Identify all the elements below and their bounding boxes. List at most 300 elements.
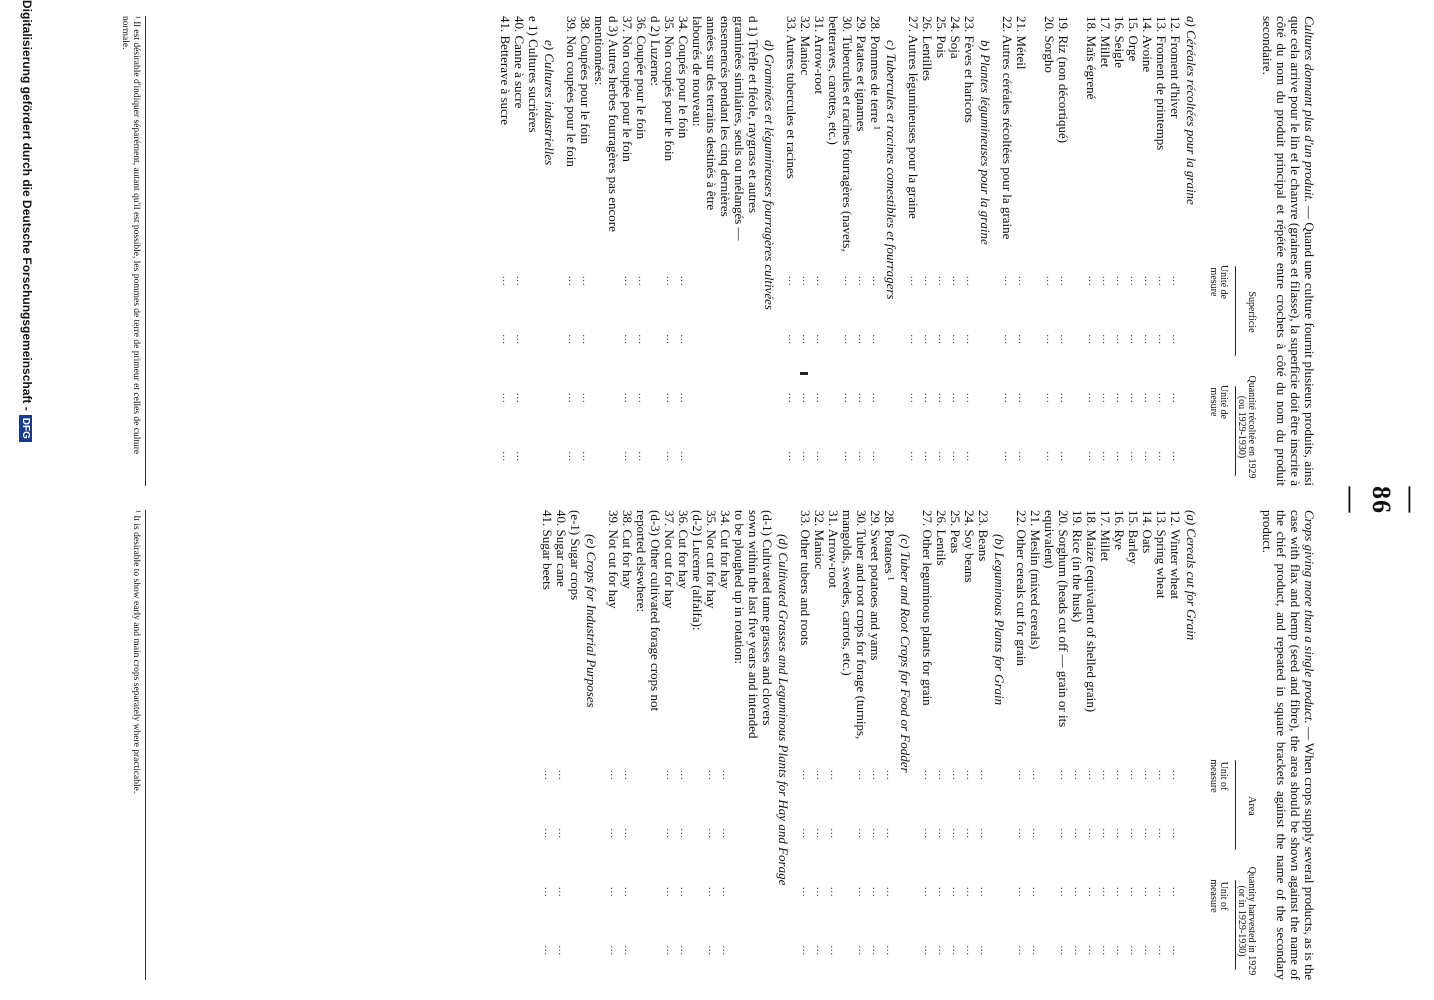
entry-placeholders: [676, 746, 690, 980]
dotted-entry: ...: [1128, 451, 1139, 462]
dotted-entry: ...: [622, 945, 633, 956]
entry-placeholders: [1014, 252, 1028, 486]
dotted-entry: ...: [936, 451, 947, 462]
dotted-entry: ...: [856, 276, 867, 287]
row-label: 20. Sorgho: [1042, 16, 1057, 73]
section-title: (e) Crops for Industrial Purposes: [584, 534, 599, 708]
dotted-entry: ...: [800, 770, 811, 781]
dotted-entry: ...: [1002, 276, 1013, 287]
row-label: 41. Betterave à sucre: [498, 16, 513, 126]
table-row: [812, 510, 826, 980]
dotted-entry: ...: [1016, 828, 1027, 839]
table-row: [784, 16, 798, 486]
brace: [1233, 386, 1236, 476]
dotted-entry: ...: [706, 828, 717, 839]
french-area-header: Superficie: [1246, 291, 1257, 333]
row-label: 27. Other leguminous plants for grain: [920, 510, 935, 706]
dotted-entry: ...: [580, 276, 591, 287]
dotted-entry: ...: [678, 887, 689, 898]
dotted-entry: ...: [842, 334, 853, 345]
dotted-entry: ...: [870, 887, 881, 898]
dotted-entry: ...: [1016, 945, 1027, 956]
dotted-entry: ...: [1128, 887, 1139, 898]
table-row: [1056, 16, 1070, 486]
dotted-entry: ...: [1030, 887, 1041, 898]
brace: [1233, 760, 1236, 850]
dotted-entry: ...: [664, 334, 675, 345]
dotted-entry: ...: [856, 887, 867, 898]
table-row: [690, 16, 760, 486]
dotted-entry: ...: [622, 393, 633, 404]
row-label: 23. Fèves et haricots: [962, 16, 977, 123]
entry-placeholders: [1070, 746, 1084, 980]
dotted-entry: ...: [1128, 334, 1139, 345]
section-title: c) Tubercules et racines comestibles et fourragers: [884, 40, 899, 300]
row-label: 16. Seigle: [1112, 16, 1127, 68]
table-row: [906, 16, 920, 486]
table-row: [948, 510, 962, 980]
table-row: [840, 510, 868, 980]
dotted-entry: ...: [922, 945, 933, 956]
dotted-entry: ...: [678, 770, 689, 781]
dotted-entry: ...: [622, 828, 633, 839]
dotted-entry: ...: [1072, 945, 1083, 956]
entry-placeholders: [606, 746, 620, 980]
dotted-entry: ...: [1156, 451, 1167, 462]
dotted-entry: ...: [1100, 393, 1111, 404]
dotted-entry: ...: [936, 393, 947, 404]
entry-placeholders: [798, 746, 812, 980]
dotted-entry: ...: [936, 945, 947, 956]
row-label: 40. Sugar cane: [554, 510, 569, 587]
entry-placeholders: [934, 746, 948, 980]
dotted-entry: ...: [566, 276, 577, 287]
row-label: 40. Canne à sucre: [512, 16, 527, 109]
row-label: 37. Non coupée pour le foin: [620, 16, 635, 162]
table-row: [1042, 510, 1070, 980]
row-label: 32. Manioc: [798, 16, 813, 76]
dotted-entry: ...: [978, 945, 989, 956]
table-row: [1140, 16, 1154, 486]
table-row: [934, 16, 948, 486]
row-label: 34. Coupés pour le foin: [676, 16, 691, 139]
dotted-entry: ...: [636, 393, 647, 404]
dotted-entry: ...: [542, 945, 553, 956]
dotted-entry: ...: [814, 334, 825, 345]
dotted-entry: ...: [950, 770, 961, 781]
dotted-entry: ...: [566, 334, 577, 345]
entry-placeholders: [620, 746, 634, 980]
dotted-entry: ...: [884, 770, 895, 781]
brace: [1233, 880, 1236, 970]
dotted-entry: ...: [800, 451, 811, 462]
dotted-entry: ...: [1058, 451, 1069, 462]
row-label: 37. Not cut for hay: [662, 510, 677, 609]
row-label: 21. Méteil: [1014, 16, 1029, 70]
table-row: [1154, 510, 1168, 980]
row-label: 21. Meslin (mixed cereals): [1028, 510, 1043, 650]
entry-placeholders: [718, 746, 732, 980]
row-label: d 2) Luzerne:: [648, 16, 663, 87]
table-row: [1112, 16, 1126, 486]
table-row: [620, 510, 634, 980]
row-label: d 3) Autres herbes fourragères pas encore mentionnées:: [592, 16, 621, 232]
dotted-entry: ...: [1170, 393, 1181, 404]
row-label: 16. Rye: [1112, 510, 1127, 550]
table-row: [512, 16, 526, 486]
english-header: [1206, 510, 1256, 980]
dotted-entry: ...: [870, 334, 881, 345]
table-row: [854, 16, 868, 486]
dotted-entry: ...: [964, 770, 975, 781]
row-label: 19. Riz (non décortiqué): [1056, 16, 1071, 144]
entry-placeholders: [840, 252, 854, 486]
section-title: (d) Cultivated Grasses and Leguminous Plants for Hay and Forage: [776, 534, 791, 886]
dotted-entry: ...: [1128, 945, 1139, 956]
table-row: [1028, 510, 1042, 980]
row-label: 20. Sorghum (heads cut off — grain or its equivalent): [1042, 510, 1071, 728]
dotted-entry: ...: [622, 887, 633, 898]
dotted-entry: ...: [964, 334, 975, 345]
english-column: [540, 510, 1316, 980]
entry-placeholders: [1056, 746, 1070, 980]
dotted-entry: ...: [842, 393, 853, 404]
dotted-entry: ...: [964, 945, 975, 956]
entry-placeholders: [676, 252, 690, 486]
dotted-entry: ...: [622, 276, 633, 287]
dotted-entry: ...: [884, 887, 895, 898]
entry-placeholders: [812, 746, 826, 980]
dotted-entry: ...: [964, 451, 975, 462]
dotted-entry: ...: [500, 334, 511, 345]
table-row: [1098, 16, 1112, 486]
french-sections: [498, 16, 1198, 486]
entry-placeholders: [962, 252, 976, 486]
row-label: 14. Avoine: [1140, 16, 1155, 73]
row-label: 24. Soja: [948, 16, 963, 59]
table-row: [1168, 16, 1182, 486]
dotted-entry: ...: [1128, 276, 1139, 287]
table-row: [882, 510, 896, 980]
table-row: [676, 16, 690, 486]
page-number: — 86 —: [1337, 486, 1426, 514]
entry-placeholders: [948, 746, 962, 980]
dotted-entry: ...: [1030, 770, 1041, 781]
row-label: 41. Sugar beets: [540, 510, 555, 590]
dotted-entry: ...: [1170, 887, 1181, 898]
dotted-entry: ...: [556, 828, 567, 839]
dotted-entry: ...: [556, 945, 567, 956]
entry-placeholders: [1014, 746, 1028, 980]
table-row: [554, 510, 568, 980]
dotted-entry: ...: [922, 828, 933, 839]
entry-placeholders: [578, 252, 592, 486]
entry-placeholders: [826, 746, 840, 980]
table-row: [920, 16, 934, 486]
entry-placeholders: [1154, 252, 1168, 486]
french-intro-text: — Quand une culture fournit plusieurs produits, ainsi que cela arrive pour le lin et le chanvre (graines et filasse), la superficie doit être inscrite à côté du nom du produit principal et répétée entre crochets à côté du nom du produit secondaire.: [1260, 16, 1317, 486]
entry-placeholders: [1084, 746, 1098, 980]
dotted-entry: ...: [936, 276, 947, 287]
dotted-entry: ...: [720, 770, 731, 781]
table-row: [578, 16, 592, 486]
brace: [1233, 266, 1236, 356]
dotted-entry: ...: [706, 887, 717, 898]
dotted-entry: ...: [566, 393, 577, 404]
entry-placeholders: [798, 252, 812, 486]
table-row: [662, 510, 676, 980]
dotted-entry: ...: [870, 828, 881, 839]
dotted-entry: ...: [978, 770, 989, 781]
table-row: [498, 16, 512, 486]
table-row: [606, 510, 620, 980]
row-label: 14. Oats: [1140, 510, 1155, 554]
dotted-entry: ...: [978, 828, 989, 839]
entry-placeholders: [882, 746, 896, 980]
entry-placeholders: [868, 252, 882, 486]
entry-placeholders: [1140, 746, 1154, 980]
dotted-entry: ...: [800, 828, 811, 839]
dotted-entry: ...: [842, 276, 853, 287]
table-row: [934, 510, 948, 980]
table-row: [1014, 16, 1028, 486]
row-label: 32. Manioc: [812, 510, 827, 570]
table-row: [920, 510, 934, 980]
dotted-entry: ...: [636, 451, 647, 462]
dotted-entry: ...: [828, 945, 839, 956]
entry-placeholders: [934, 252, 948, 486]
dotted-entry: ...: [950, 276, 961, 287]
dotted-entry: ...: [950, 945, 961, 956]
entry-placeholders: [920, 746, 934, 980]
entry-placeholders: [1028, 746, 1042, 980]
section-title: (a) Cereals cut for Grain: [1184, 510, 1199, 641]
row-label: 38. Coupées pour le foin: [578, 16, 593, 145]
dotted-entry: ...: [720, 828, 731, 839]
table-row: [976, 510, 990, 980]
dotted-entry: ...: [950, 451, 961, 462]
dotted-entry: ...: [1086, 276, 1097, 287]
ink-speck: [800, 372, 808, 375]
dotted-entry: ...: [800, 276, 811, 287]
entry-placeholders: [1098, 252, 1112, 486]
table-row: [662, 16, 676, 486]
entry-placeholders: [1154, 746, 1168, 980]
table-row: [634, 16, 648, 486]
digitization-credit-text: Digitalisierung gefördert durch die Deutsche Forschungsgemeinschaft -: [20, 0, 34, 411]
dotted-entry: ...: [1100, 770, 1111, 781]
english-unit-header: Unit of measure: [1208, 759, 1229, 793]
table-row: [620, 16, 634, 486]
row-label: 25. Peas: [948, 510, 963, 554]
dotted-entry: ...: [1030, 828, 1041, 839]
french-footnote: ¹ Il est désirable d'indiquer séparément, autant qu'il est possible, les pommes de terre de primeur et celles de culture normale.: [119, 16, 146, 486]
entry-placeholders: [1000, 252, 1014, 486]
dotted-entry: ...: [664, 770, 675, 781]
section-title: (c) Tuber and Root Crops for Food or Fodder: [898, 534, 913, 773]
row-label: 17. Millet: [1098, 16, 1113, 68]
french-intro-lead: Cultures donnant plus d'un produit.: [1302, 16, 1317, 203]
table-row: [634, 510, 662, 980]
entry-placeholders: [868, 746, 882, 980]
entry-placeholders: [1126, 252, 1140, 486]
dotted-entry: ...: [678, 945, 689, 956]
row-label: d 1) Trèfle et fléole, raygrass et autres graminées similaires, seuls ou mélangés — ensemencés pendant les cinq dernières années sur des terrains destinés à être labourés de nouveau:: [690, 16, 761, 241]
table-row: [592, 16, 620, 486]
row-label: (d-3) Other cultivated forage crops not reported elsewhere:: [634, 510, 663, 712]
row-label: 19. Rice (in the husk): [1070, 510, 1085, 623]
row-label: 27. Autres légumineuses pour la graine: [906, 16, 921, 219]
dotted-entry: ...: [1142, 945, 1153, 956]
dotted-entry: ...: [870, 393, 881, 404]
dotted-entry: ...: [1114, 945, 1125, 956]
dotted-entry: ...: [678, 334, 689, 345]
dotted-entry: ...: [1016, 770, 1027, 781]
table-row: [868, 510, 882, 980]
table-row: [868, 16, 882, 486]
entry-placeholders: [620, 252, 634, 486]
dotted-entry: ...: [1170, 945, 1181, 956]
entry-placeholders: [948, 252, 962, 486]
row-label: 26. Lentilles: [920, 16, 935, 81]
dotted-entry: ...: [828, 887, 839, 898]
entry-placeholders: [662, 746, 676, 980]
dotted-entry: ...: [814, 276, 825, 287]
table-row: [826, 16, 854, 486]
table-row: [962, 510, 976, 980]
french-intro: [1260, 16, 1316, 486]
row-label: 35. Not cut for hay: [704, 510, 719, 609]
table-row: [1098, 510, 1112, 980]
dotted-entry: ...: [1058, 770, 1069, 781]
dotted-entry: ...: [814, 945, 825, 956]
english-footnote: ¹ It is desirable to show early and main crops separately where practicable.: [130, 510, 146, 980]
dotted-entry: ...: [1156, 887, 1167, 898]
table-row: [732, 510, 774, 980]
dotted-entry: ...: [814, 393, 825, 404]
dotted-entry: ...: [786, 393, 797, 404]
dotted-entry: ...: [814, 828, 825, 839]
french-quantity-header: Quantité récoltée en 1929 (ou 1929-1930): [1236, 375, 1257, 479]
dotted-entry: ...: [842, 451, 853, 462]
dotted-entry: ...: [828, 828, 839, 839]
dotted-entry: ...: [856, 945, 867, 956]
dotted-entry: ...: [800, 334, 811, 345]
entry-placeholders: [704, 746, 718, 980]
row-label: 39. Not cut for hay: [606, 510, 621, 609]
dotted-entry: ...: [1156, 945, 1167, 956]
table-row: [1000, 16, 1014, 486]
table-row: [1084, 510, 1098, 980]
dotted-entry: ...: [622, 451, 633, 462]
section-title: d) Graminées et légumineuses fourragères cultivées: [762, 40, 777, 310]
table-row: [1070, 510, 1084, 980]
entry-placeholders: [812, 252, 826, 486]
dotted-entry: ...: [1086, 887, 1097, 898]
dotted-entry: ...: [500, 451, 511, 462]
row-label: 28. Potatoes ¹: [882, 510, 897, 581]
table-row: [826, 510, 840, 980]
dotted-entry: ...: [950, 828, 961, 839]
dotted-entry: ...: [922, 334, 933, 345]
table-row: [1042, 16, 1056, 486]
dotted-entry: ...: [542, 770, 553, 781]
dotted-entry: ...: [1030, 945, 1041, 956]
table-row: [526, 16, 540, 486]
dotted-entry: ...: [1044, 276, 1055, 287]
table-row: [1028, 16, 1042, 486]
dotted-entry: ...: [950, 334, 961, 345]
dotted-entry: ...: [908, 393, 919, 404]
dotted-entry: ...: [556, 770, 567, 781]
dotted-entry: ...: [828, 770, 839, 781]
dotted-entry: ...: [800, 887, 811, 898]
dotted-entry: ...: [678, 828, 689, 839]
row-label: e 1) Cultures sucrières: [526, 16, 541, 133]
dotted-entry: ...: [608, 770, 619, 781]
dotted-entry: ...: [566, 451, 577, 462]
french-column: [498, 16, 1316, 486]
entry-placeholders: [564, 252, 578, 486]
table-row: [1112, 510, 1126, 980]
table-row: [1126, 510, 1140, 980]
dotted-entry: ...: [514, 451, 525, 462]
entry-placeholders: [498, 252, 512, 486]
dotted-entry: ...: [1100, 334, 1111, 345]
table-row: [1014, 510, 1028, 980]
dotted-entry: ...: [1170, 334, 1181, 345]
dotted-entry: ...: [514, 393, 525, 404]
english-intro-text: — When crops supply several products, as is the case with flax and hemp (seed and fibre), the area should be shown against the name of the chief product, and repeated in square brackets against the name of the secondary product.: [1260, 510, 1317, 980]
entry-placeholders: [1112, 252, 1126, 486]
row-label: 22. Other cereals cut for grain: [1014, 510, 1029, 666]
french-unit-header: Unité de mesure: [1208, 264, 1229, 300]
dotted-entry: ...: [1044, 334, 1055, 345]
row-label: 22. Autres céréales récoltées pour la graine: [1000, 16, 1015, 240]
english-unit-header: Unit of measure: [1208, 879, 1229, 913]
dotted-entry: ...: [936, 887, 947, 898]
table-row: [1126, 16, 1140, 486]
table-row: [564, 16, 578, 486]
dotted-entry: ...: [1058, 828, 1069, 839]
dotted-entry: ...: [1016, 887, 1027, 898]
entry-placeholders: [512, 252, 526, 486]
dotted-entry: ...: [1170, 770, 1181, 781]
dotted-entry: ...: [964, 393, 975, 404]
dotted-entry: ...: [1086, 945, 1097, 956]
dotted-entry: ...: [1114, 276, 1125, 287]
dotted-entry: ...: [678, 393, 689, 404]
dotted-entry: ...: [1058, 334, 1069, 345]
dotted-entry: ...: [1156, 334, 1167, 345]
dotted-entry: ...: [908, 334, 919, 345]
dotted-entry: ...: [922, 276, 933, 287]
dotted-entry: ...: [1016, 334, 1027, 345]
dotted-entry: ...: [884, 945, 895, 956]
english-intro-lead: Crops giving more than a single product.: [1302, 510, 1317, 724]
dotted-entry: ...: [786, 334, 797, 345]
dotted-entry: ...: [664, 828, 675, 839]
dotted-entry: ...: [1100, 451, 1111, 462]
row-label: 30. Tuber and root crops for forage (turnips, mangolds, swedes, carrots, etc.): [840, 510, 869, 740]
table-row: [568, 510, 582, 980]
entry-placeholders: [1168, 252, 1182, 486]
dotted-entry: ...: [580, 451, 591, 462]
english-quantity-header: Quantity harvested in 1929 (or in 1929-1930): [1236, 866, 1257, 976]
row-label: 15. Orge: [1126, 16, 1141, 62]
english-intro: [1260, 510, 1316, 980]
dotted-entry: ...: [1142, 393, 1153, 404]
